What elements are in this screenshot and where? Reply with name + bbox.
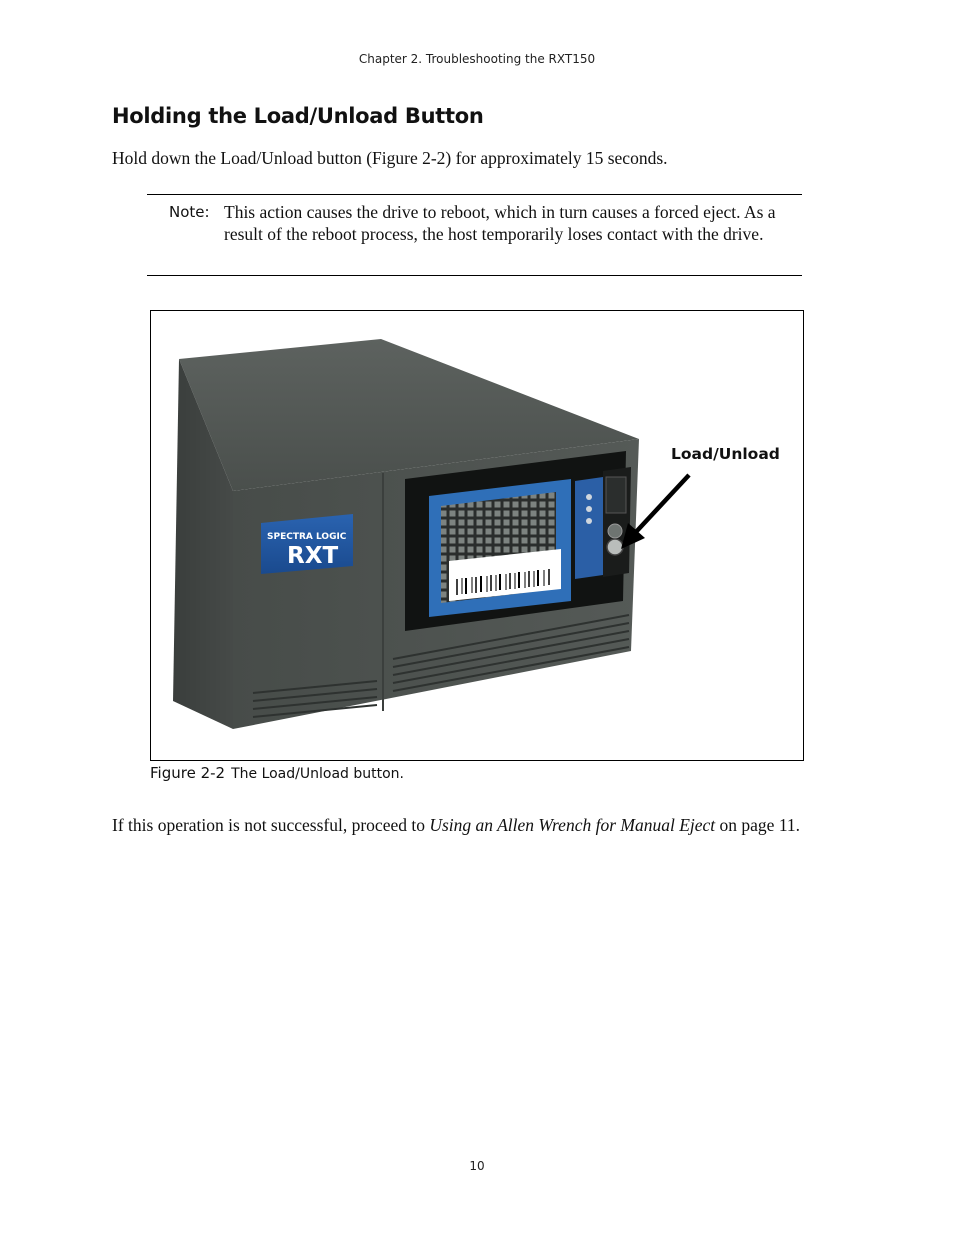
note-label: Note:	[169, 203, 210, 221]
figure-caption-text: The Load/Unload button.	[231, 766, 404, 782]
closing-prefix: If this operation is not successful, proceed to	[112, 815, 430, 835]
load-unload-button-icon	[607, 539, 623, 555]
section-title: Holding the Load/Unload Button	[112, 104, 484, 128]
cross-reference-link[interactable]: Using an Allen Wrench for Manual Eject	[429, 815, 716, 835]
logo-brand-text: SPECTRA LOGIC	[267, 532, 347, 542]
intro-paragraph: Hold down the Load/Unload button (Figure 2-2) for approximately 15 seconds.	[112, 148, 668, 168]
closing-paragraph	[112, 814, 852, 836]
figure-caption	[150, 764, 404, 782]
rxt-drive-illustration	[151, 311, 803, 760]
note-text: This action causes the drive to reboot, which in turn causes a forced eject. As a result of the reboot process, the host temporarily loses contact with the drive.	[224, 202, 776, 244]
status-led-icon	[586, 494, 592, 500]
closing-suffix: on page 11.	[715, 815, 801, 835]
logo-product-text: RXT	[287, 543, 339, 569]
secondary-button-icon	[608, 524, 622, 538]
figure-frame	[150, 310, 804, 761]
display-window	[606, 477, 626, 513]
running-header: Chapter 2. Troubleshooting the RXT150	[358, 52, 596, 66]
figure-number: Figure 2-2	[150, 764, 226, 782]
status-led-icon	[586, 506, 592, 512]
load-unload-callout: Load/Unload	[671, 445, 780, 463]
status-panel	[575, 477, 603, 579]
note-box	[147, 194, 802, 276]
status-led-icon	[586, 518, 592, 524]
callout-arrow-line	[635, 475, 689, 533]
page-number: 10	[469, 1159, 485, 1173]
